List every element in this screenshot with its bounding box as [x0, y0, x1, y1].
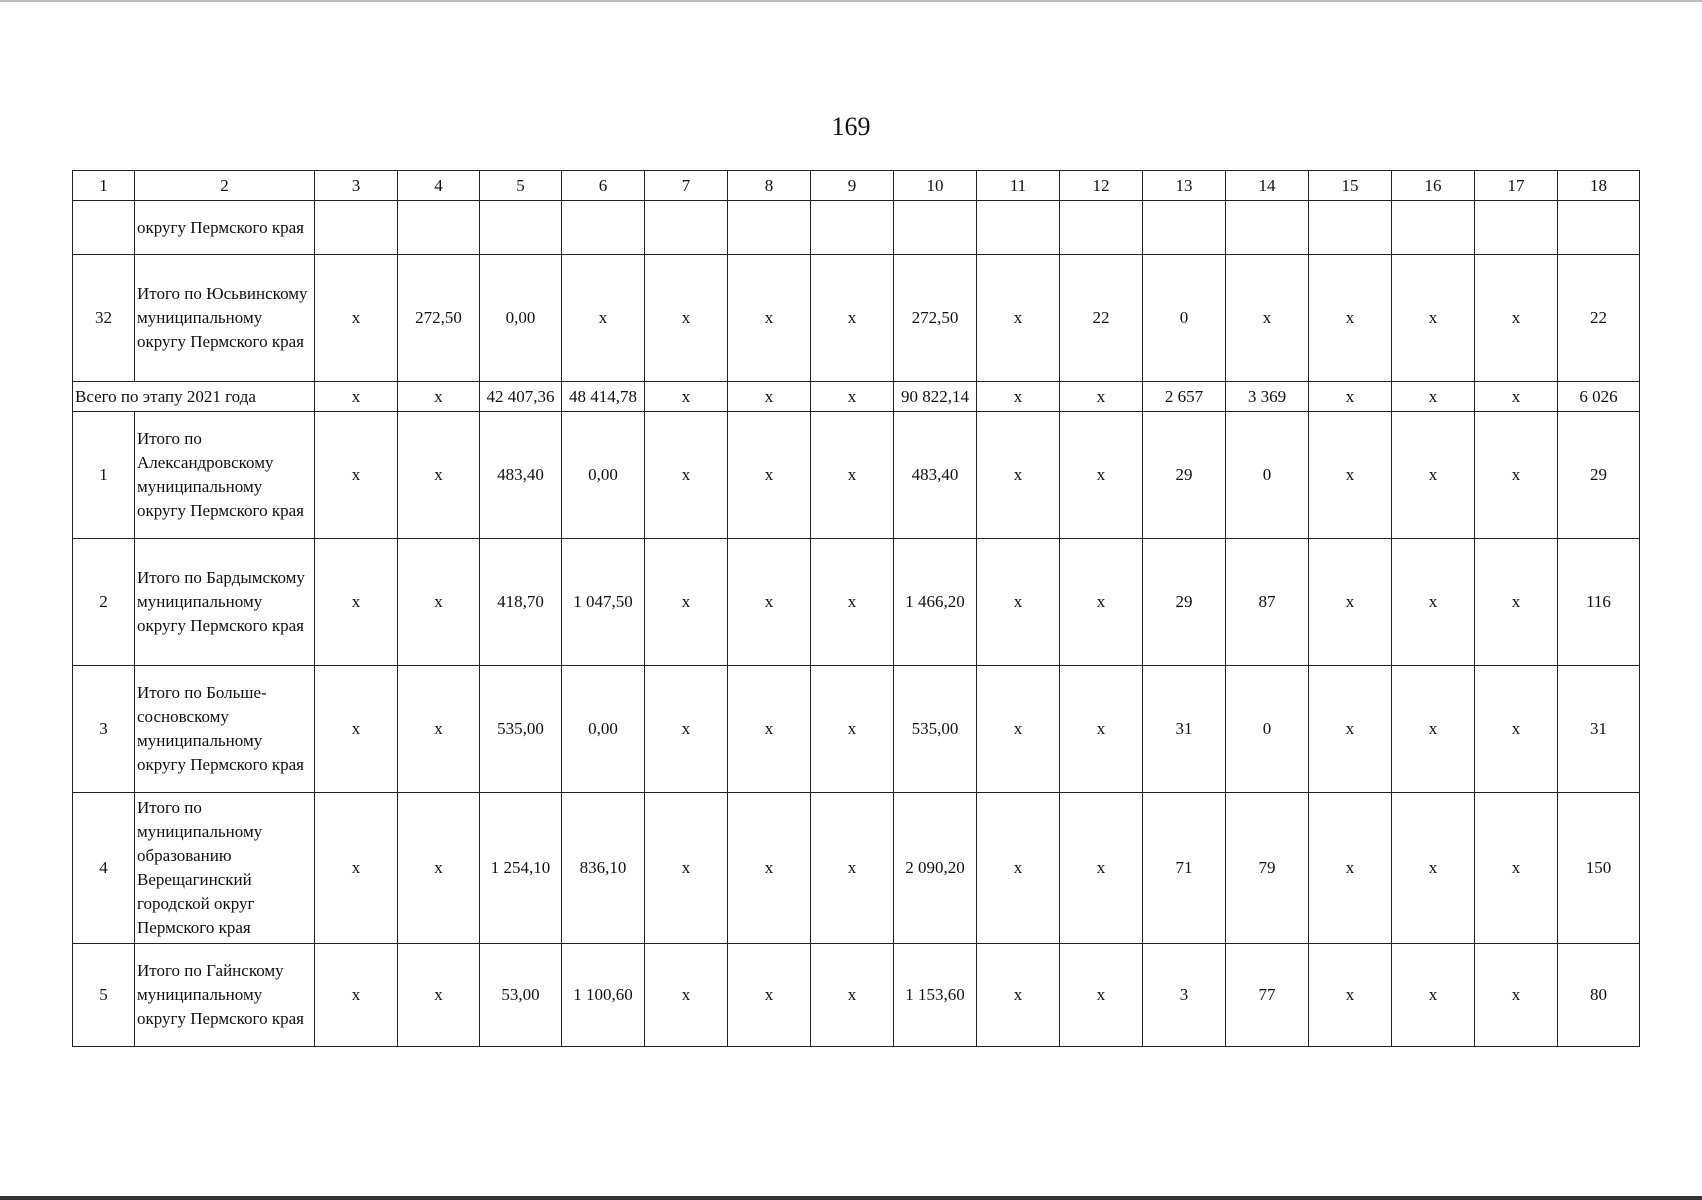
cell-value: 0,00 — [562, 666, 645, 793]
total-value: x — [315, 382, 398, 412]
cell-value: x — [645, 793, 728, 944]
cell-value: 0,00 — [480, 255, 562, 382]
cell-value: 29 — [1143, 412, 1226, 539]
cell-value: x — [977, 944, 1060, 1047]
header-cell: 15 — [1309, 171, 1392, 201]
row-name: Итого по муниципальному образованию Верещагинский городской округ Пермского края — [135, 793, 315, 944]
cell-value: x — [1060, 793, 1143, 944]
header-cell: 3 — [315, 171, 398, 201]
header-cell: 9 — [811, 171, 894, 201]
row-number: 32 — [73, 255, 135, 382]
cell-value: 80 — [1558, 944, 1640, 1047]
cell-value: 418,70 — [480, 539, 562, 666]
cell-value: 79 — [1226, 793, 1309, 944]
header-cell: 2 — [135, 171, 315, 201]
page-top-edge — [0, 0, 1702, 2]
page-bottom-edge — [0, 1196, 1702, 1200]
cell-value: x — [398, 412, 480, 539]
cell-value: x — [977, 255, 1060, 382]
cell-value: 150 — [1558, 793, 1640, 944]
cell-value: 836,10 — [562, 793, 645, 944]
cell-value: 22 — [1558, 255, 1640, 382]
total-value: x — [811, 382, 894, 412]
table-row — [73, 255, 1640, 382]
header-cell: 10 — [894, 171, 977, 201]
cell-value: 116 — [1558, 539, 1640, 666]
table-row — [73, 412, 1640, 539]
total-value: x — [1475, 382, 1558, 412]
row-name: Итого по Гайнскому муниципальному округу Пермского края — [135, 944, 315, 1047]
cell-value: 1 100,60 — [562, 944, 645, 1047]
cell-value: x — [1392, 412, 1475, 539]
table-row — [73, 944, 1640, 1047]
cell-value: x — [1475, 412, 1558, 539]
cell-value: x — [398, 539, 480, 666]
cell-value: x — [977, 666, 1060, 793]
cell-value: x — [977, 793, 1060, 944]
cell-value: x — [1392, 944, 1475, 1047]
cell-value: 483,40 — [480, 412, 562, 539]
table-row — [73, 666, 1640, 793]
cell-value: 0 — [1143, 255, 1226, 382]
total-value: x — [1392, 382, 1475, 412]
total-value: x — [728, 382, 811, 412]
total-value: 2 657 — [1143, 382, 1226, 412]
table-row — [73, 793, 1640, 944]
cell-value: x — [645, 539, 728, 666]
total-value: x — [398, 382, 480, 412]
cell-value: x — [315, 666, 398, 793]
row-name: Итого по Бардымскому муниципальному округу Пермского края — [135, 539, 315, 666]
cell-value: x — [1309, 412, 1392, 539]
cell-value: x — [728, 255, 811, 382]
row-name: округу Пермского края — [135, 201, 315, 255]
row-number: 3 — [73, 666, 135, 793]
cell-value: 272,50 — [894, 255, 977, 382]
cell-value: 2 090,20 — [894, 793, 977, 944]
cell-value: 1 047,50 — [562, 539, 645, 666]
column-number-header-row — [73, 171, 1640, 201]
cell-value: x — [398, 793, 480, 944]
cell-value: 483,40 — [894, 412, 977, 539]
cell-value: 53,00 — [480, 944, 562, 1047]
row-number: 4 — [73, 793, 135, 944]
cell-value: x — [1309, 539, 1392, 666]
cell-value: x — [1392, 255, 1475, 382]
cell-value: x — [562, 255, 645, 382]
cell-value: x — [977, 539, 1060, 666]
cell-value: 272,50 — [398, 255, 480, 382]
header-cell: 5 — [480, 171, 562, 201]
total-value: 48 414,78 — [562, 382, 645, 412]
continuation-row — [73, 201, 1640, 255]
total-value: x — [645, 382, 728, 412]
cell-value: x — [1475, 255, 1558, 382]
cell-value: x — [645, 255, 728, 382]
cell-value: x — [1475, 944, 1558, 1047]
cell-value: 1 466,20 — [894, 539, 977, 666]
cell-value: x — [811, 793, 894, 944]
cell-value: x — [811, 412, 894, 539]
cell-value: x — [1309, 666, 1392, 793]
cell-value: x — [1392, 666, 1475, 793]
cell-value: 31 — [1558, 666, 1640, 793]
cell-value: 0 — [1226, 666, 1309, 793]
cell-value: x — [1475, 666, 1558, 793]
cell-value: 71 — [1143, 793, 1226, 944]
page-number: 169 — [831, 112, 871, 141]
header-cell: 1 — [73, 171, 135, 201]
cell-value: x — [728, 793, 811, 944]
cell-value: x — [645, 944, 728, 1047]
table-row — [73, 539, 1640, 666]
cell-value: x — [315, 255, 398, 382]
cell-value: x — [1475, 539, 1558, 666]
row-name: Итого по Юсьвинскому муниципальному округу Пермского края — [135, 255, 315, 382]
cell-value: 535,00 — [480, 666, 562, 793]
cell-value: 87 — [1226, 539, 1309, 666]
cell-value: x — [315, 944, 398, 1047]
cell-value: 31 — [1143, 666, 1226, 793]
cell-value: x — [398, 944, 480, 1047]
cell-value: x — [1060, 944, 1143, 1047]
cell-value: x — [1392, 539, 1475, 666]
cell-value: 0,00 — [562, 412, 645, 539]
row-name: Итого по Больше-сосновскому муниципальному округу Пермского края — [135, 666, 315, 793]
row-number: 2 — [73, 539, 135, 666]
cell-value: 22 — [1060, 255, 1143, 382]
cell-value: x — [315, 793, 398, 944]
cell-value: x — [811, 944, 894, 1047]
total-value: 6 026 — [1558, 382, 1640, 412]
total-value: x — [977, 382, 1060, 412]
cell-value: x — [811, 666, 894, 793]
header-cell: 16 — [1392, 171, 1475, 201]
cell-value: x — [645, 412, 728, 539]
cell-value: x — [1060, 666, 1143, 793]
cell-value: x — [1309, 944, 1392, 1047]
header-cell: 4 — [398, 171, 480, 201]
cell-value: x — [645, 666, 728, 793]
cell-value: x — [977, 412, 1060, 539]
cell-value: 1 153,60 — [894, 944, 977, 1047]
total-row — [73, 382, 1640, 412]
header-cell: 13 — [1143, 171, 1226, 201]
header-cell: 6 — [562, 171, 645, 201]
row-number: 1 — [73, 412, 135, 539]
cell-value: x — [1226, 255, 1309, 382]
total-value: 42 407,36 — [480, 382, 562, 412]
header-cell: 8 — [728, 171, 811, 201]
cell-value: x — [1309, 793, 1392, 944]
header-cell: 12 — [1060, 171, 1143, 201]
total-value: x — [1060, 382, 1143, 412]
cell-value: 29 — [1143, 539, 1226, 666]
header-cell: 11 — [977, 171, 1060, 201]
cell-value: x — [315, 412, 398, 539]
cell-value: x — [728, 944, 811, 1047]
data-table — [72, 170, 1640, 1047]
cell-value: x — [728, 539, 811, 666]
cell-value: x — [1060, 539, 1143, 666]
cell-value: x — [315, 539, 398, 666]
total-value: x — [1309, 382, 1392, 412]
cell-value: 77 — [1226, 944, 1309, 1047]
header-cell: 7 — [645, 171, 728, 201]
cell-value: x — [1060, 412, 1143, 539]
cell-value: 0 — [1226, 412, 1309, 539]
header-cell: 18 — [1558, 171, 1640, 201]
cell-value: x — [811, 539, 894, 666]
cell-value: 29 — [1558, 412, 1640, 539]
cell-value: x — [811, 255, 894, 382]
row-name: Итого по Александровскому муниципальному округу Пермского края — [135, 412, 315, 539]
cell-value: x — [728, 412, 811, 539]
cell-value: 535,00 — [894, 666, 977, 793]
cell-value: x — [1392, 793, 1475, 944]
total-value: 3 369 — [1226, 382, 1309, 412]
total-value: 90 822,14 — [894, 382, 977, 412]
cell-value: x — [1309, 255, 1392, 382]
row-number: 5 — [73, 944, 135, 1047]
cell-value: 3 — [1143, 944, 1226, 1047]
cell-value: x — [728, 666, 811, 793]
cell-value: 1 254,10 — [480, 793, 562, 944]
total-label: Всего по этапу 2021 года — [73, 382, 315, 412]
header-cell: 14 — [1226, 171, 1309, 201]
cell-value: x — [1475, 793, 1558, 944]
header-cell: 17 — [1475, 171, 1558, 201]
cell-value: x — [398, 666, 480, 793]
